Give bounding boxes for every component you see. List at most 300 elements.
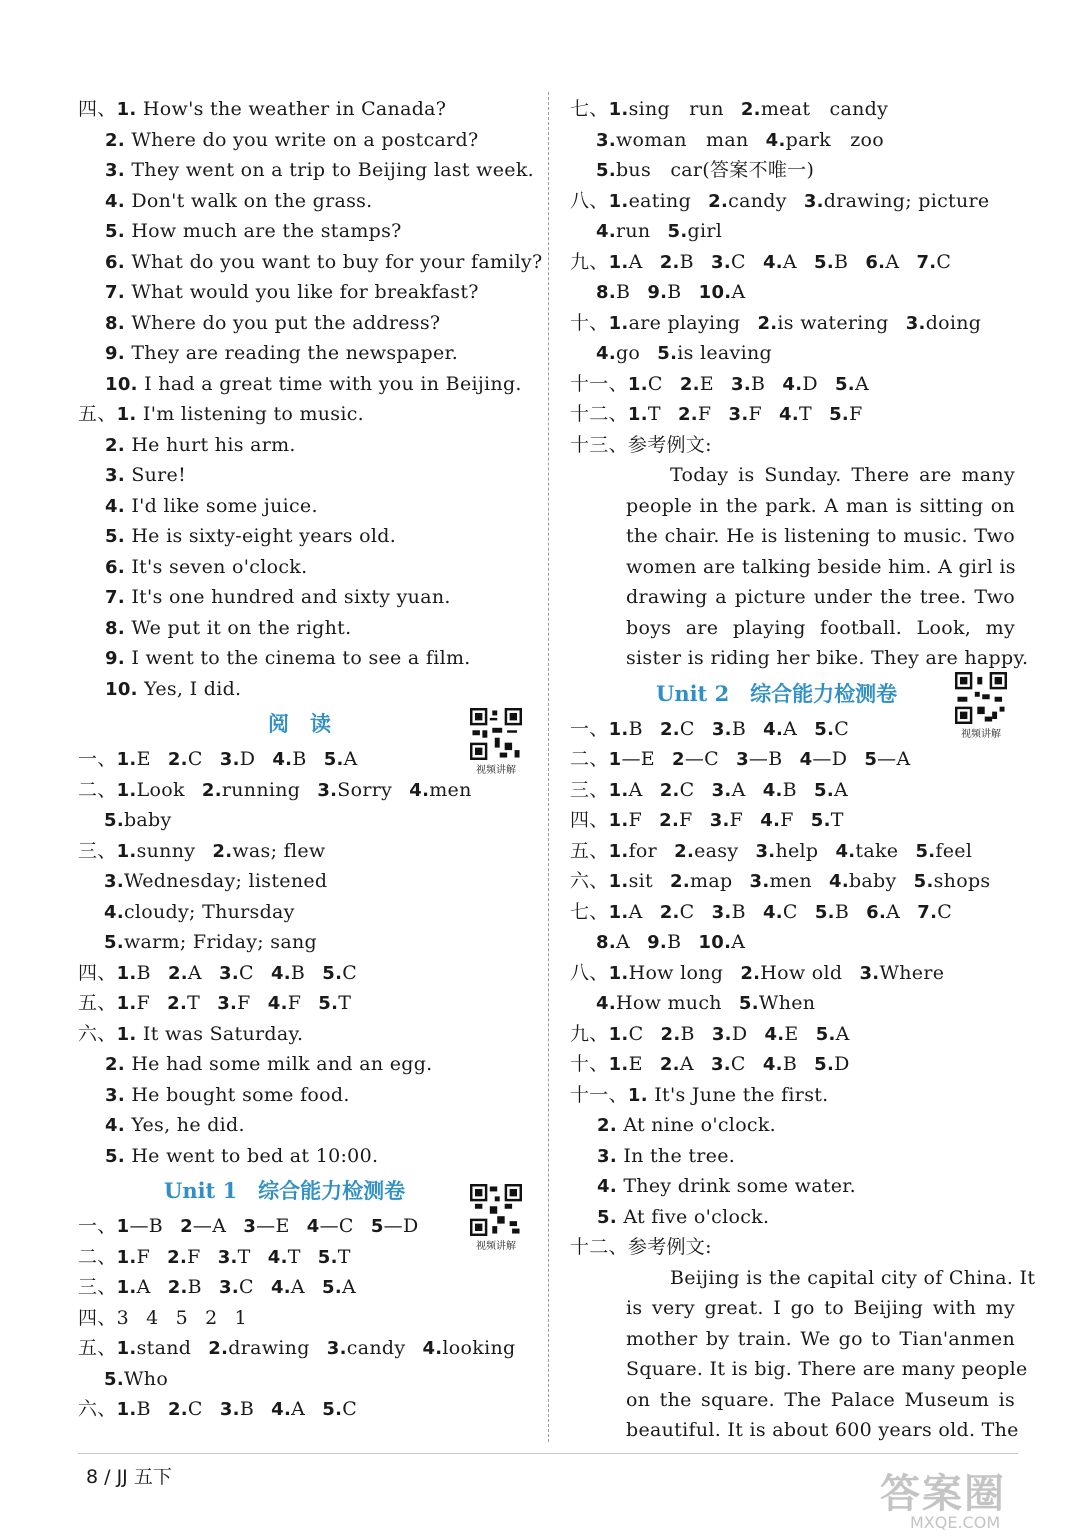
answer-item [917,901,952,923]
answer-item [865,251,899,273]
item-number: 2. [167,1277,188,1298]
answer-text: drawing [228,1337,310,1359]
item-number: 5 [370,1216,384,1237]
item-number: 3. [105,160,125,181]
item-number: 9. [647,282,668,303]
answer-text: help [775,839,819,862]
answer-item [647,281,681,303]
answer-text: F [628,809,643,831]
answer-item [816,1023,850,1045]
item-number: 4. [267,1246,288,1268]
answer-text: C [936,250,952,273]
item-number: 6. [865,251,886,273]
item-number: 4. [596,343,616,364]
answer-text: It's one hundred and sixty yuan. [131,586,451,608]
item-number: 1. [608,718,629,740]
answer-item [117,1398,151,1420]
item-number: 10. [105,678,138,700]
item-number: 4. [760,810,781,831]
answer-item [678,403,711,425]
answer-text: C [628,1022,644,1045]
item-number: 2. [105,129,125,151]
item-number: 2. [757,312,778,334]
answer-text: B [731,717,747,740]
answer-line [78,1141,538,1172]
answer-text: B [751,372,766,395]
answer-text: I had a great time with you in Beijing. [144,372,522,395]
answer-item [596,281,630,303]
answer-text: take [855,839,899,862]
item-number: 2. [167,1399,188,1420]
item-number: 3. [219,1399,240,1420]
item-number: 3. [104,871,124,892]
answer-text: I went to the cinema to see a film. [131,647,471,669]
section-marker: 七、 [570,98,609,120]
answer-row [78,805,538,836]
answer-item [609,870,653,892]
item-number: 4. [267,993,288,1014]
section-marker: 一、 [78,748,117,770]
item-number: 1. [116,993,137,1014]
section-marker: 八、 [570,189,609,212]
answer-row [78,1303,538,1334]
answer-text: He bought some food. [131,1083,350,1106]
answer-line [570,1202,1015,1233]
answer-text: A [615,931,630,953]
answer-text: is leaving [677,342,772,364]
answer-item [750,870,812,892]
answer-text: F [729,809,744,831]
answer-text: T [237,1245,251,1268]
section-marker: 四、 [570,809,609,831]
section-marker: 四、 [78,98,117,120]
answer-text: woman man [615,128,749,151]
item-number: 1. [608,779,629,801]
answer-item [763,901,798,923]
answer-item [711,251,746,273]
essay-line: sister is riding her bike. They are happy. [626,647,1029,669]
answer-text: 参考例文: [627,433,712,456]
item-number: 5. [105,526,125,547]
item-number: 5. [814,251,834,273]
answer-item [104,901,295,923]
qr-code-reading[interactable] [466,708,526,776]
answer-text: —B [129,1215,163,1237]
answer-line [78,674,538,705]
answer-row [78,836,538,867]
answer-item [763,251,797,273]
answer-item [766,129,884,151]
answer-line [78,399,538,430]
answer-row [78,1333,538,1364]
item-number: 4. [596,221,616,242]
answer-item [596,342,640,364]
answer-text: Who [123,1367,169,1390]
answer-text: A [187,961,202,984]
item-number: 2. [105,1054,125,1075]
answer-item [763,779,797,801]
section-marker: 十、 [570,1053,609,1075]
answer-text: He is sixty-eight years old. [131,525,397,547]
item-number: 10. [698,932,732,953]
section-marker: 三、 [78,839,117,862]
essay-line: beautiful. It is about 600 years old. The [626,1419,1019,1441]
item-number: 5. [596,160,616,181]
answer-item [731,373,765,395]
answer-line [570,1171,1015,1202]
answer-text: C [647,372,663,395]
answer-text: A [291,1398,306,1420]
answer-item [168,748,203,770]
answer-item [670,870,732,892]
answer-row [78,775,538,806]
answer-text: B [680,1022,695,1045]
answer-item [117,1215,163,1237]
label-line [570,1232,1015,1263]
answer-text: F [679,809,693,831]
answer-text: 1 [234,1306,247,1329]
item-number: 8. [596,932,616,953]
item-number: 1. [608,190,629,212]
item-number: 1 [608,749,622,770]
item-number: 3. [859,962,880,984]
item-number: 2. [597,1115,617,1136]
item-number: 4. [105,495,125,517]
answer-text: A [343,748,358,770]
answer-line [78,613,538,644]
answer-text: B [136,961,151,984]
answer-text: Where do you put the address? [131,311,441,334]
answer-text: Yes, he did. [131,1114,245,1136]
answer-text: B [731,900,746,923]
item-number: 3. [731,373,752,395]
section-heading: Unit 1 综合能力检测卷 [164,1178,406,1203]
answer-text: A [342,1276,357,1298]
answer-item [660,901,695,923]
answer-row [78,897,538,928]
answer-item [609,98,724,120]
item-number: 3. [317,779,338,801]
answer-row [78,958,538,989]
qr-code-icon [466,708,526,760]
item-number: 10. [105,373,138,395]
answer-item [202,779,300,801]
answer-item [674,840,738,862]
answer-row [570,125,1015,156]
answer-text: At nine o'clock. [623,1114,777,1136]
section-marker: 五、 [78,1337,117,1359]
answer-item [596,931,630,953]
answer-item [327,1337,406,1359]
answer-row [570,94,1015,125]
item-number: 4. [105,1115,125,1136]
answer-text: B [187,1276,202,1298]
item-number: 3. [711,251,731,273]
item-number: 2. [740,962,761,984]
item-number: 2. [659,251,680,273]
item-number: 4. [270,1277,291,1298]
item-number: 3. [217,993,238,1014]
answer-text: —A [192,1215,227,1237]
answer-text: A [628,250,643,273]
answer-row [78,1272,538,1303]
answer-text: —E [621,748,655,770]
answer-item [317,779,392,801]
answer-item [708,190,787,212]
item-number: 5. [105,1145,125,1167]
answer-text: C [679,900,695,923]
answer-item [628,373,663,395]
answer-text: C [187,748,203,770]
answer-text: C [679,717,695,740]
item-number: 2. [659,901,680,923]
answer-text: —D [383,1215,419,1237]
item-number: 4. [271,1399,292,1420]
item-number: 3. [596,129,616,151]
answer-text: T [187,992,201,1014]
answer-text: 5 [175,1306,188,1329]
answer-line [78,1110,538,1141]
answer-item [680,373,714,395]
essay-line: boys are playing football. Look, my [626,616,1015,639]
item-number: 1. [608,1054,629,1075]
answer-line [570,1141,1015,1172]
answer-item [661,1023,695,1045]
answer-text: It was Saturday. [142,1022,304,1045]
item-number: 4 [306,1216,320,1237]
answer-text: A [731,778,746,801]
answer-line [78,1019,538,1050]
answer-text: E [699,372,714,395]
item-number: 1. [608,810,629,831]
item-number: 4. [762,1054,783,1075]
item-number: 2. [212,840,233,862]
section-marker: 六、 [570,870,609,892]
answer-text: In the tree. [623,1144,736,1167]
answer-text: D [834,1053,850,1075]
answer-item [168,1398,203,1420]
item-number: 4 [799,749,813,770]
item-number: 3. [219,962,239,984]
answer-text: C [782,900,798,923]
answer-item [409,779,471,801]
answer-text: —E [256,1215,290,1237]
item-number: 1. [627,1084,648,1106]
answer-text: T [799,403,812,425]
answer-item [814,1053,850,1075]
qr-caption: 视频讲解 [476,1241,516,1252]
answer-item [219,1276,254,1298]
answer-row [78,927,538,958]
answer-item [180,1215,226,1237]
answer-item [272,748,306,770]
answer-item [271,1398,305,1420]
qr-code-icon [466,1184,526,1236]
answer-item [757,312,888,334]
answer-item [422,1337,515,1359]
answer-item [212,840,325,862]
section-marker: 二、 [78,778,117,801]
item-number: 5. [810,810,831,831]
answer-item [906,312,982,334]
item-number: 7. [105,587,125,608]
answer-item [104,931,317,953]
answer-text: C [239,961,254,984]
answer-text: B [136,1398,151,1420]
item-number: 2. [167,749,188,770]
item-number: 5. [322,1277,342,1298]
answer-text: It's seven o'clock. [131,555,308,578]
item-number: 4. [422,1338,443,1359]
item-number: 1. [627,373,648,395]
answer-item [712,779,746,801]
answer-text: A [628,778,643,801]
answer-item [782,373,818,395]
watermark-url: MXQE.COM [910,1513,1001,1532]
answer-item [609,190,691,212]
right-column [570,94,1036,1446]
answer-text: D [239,748,256,770]
section-marker: 十三、 [570,433,628,456]
answer-line [78,552,538,583]
answer-text: Where do you write on a postcard? [131,128,479,151]
answer-item [117,1307,129,1329]
answer-item [668,220,723,242]
answer-text: How long [628,961,724,984]
answer-text: drawing; picture [823,189,990,212]
section-marker: 十二、 [570,403,628,425]
answer-line [78,125,538,156]
answer-item [829,403,862,425]
answer-text: B [834,250,849,273]
answer-text: are playing [628,311,741,334]
answer-text: B [292,748,307,770]
answer-text: At five o'clock. [623,1205,770,1228]
item-number: 5. [829,404,850,425]
answer-row [78,1364,538,1395]
answer-item [815,901,849,923]
section-marker: 十二、 [570,1236,628,1258]
answer-text: C [834,717,850,740]
footer-rule [78,1453,1018,1454]
answer-item [104,870,327,892]
answer-text: I'm listening to music. [142,403,365,425]
answer-item [712,901,746,923]
answer-item [800,748,848,770]
label-line [570,430,1015,461]
answer-item [176,1307,188,1329]
item-number: 4. [270,962,291,984]
answer-text: easy [694,839,739,862]
answer-item [760,809,793,831]
answer-text: —A [877,748,911,770]
qr-code-icon [951,672,1011,724]
answer-text: 3 [116,1306,129,1329]
item-number: 3. [711,1023,732,1045]
answer-item [117,1246,150,1268]
answer-row [570,186,1015,217]
answer-item [609,1023,644,1045]
answer-item [271,962,305,984]
answer-text: They drink some water. [623,1175,856,1197]
item-number: 2. [670,871,691,892]
answer-item [609,312,741,334]
answer-text: How's the weather in Canada? [142,98,447,120]
item-number: 5. [105,221,125,242]
column-divider [548,92,549,1442]
qr-code-unit2[interactable] [951,672,1011,740]
answer-text: He hurt his arm. [131,433,296,456]
item-number: 1. [116,1246,137,1268]
answer-row [570,155,1015,186]
section-marker: 九、 [570,1022,609,1045]
answer-line [78,247,543,278]
answer-text: When [758,992,816,1014]
answer-item [609,251,643,273]
answer-row [570,958,1015,989]
item-number: 1. [116,840,137,862]
answer-item [814,718,849,740]
item-number: 9. [647,932,668,953]
answer-item [208,1337,309,1359]
answer-text: was; flew [232,839,326,862]
answer-text: B [782,778,797,801]
answer-item [804,190,990,212]
item-number: 2. [674,840,695,862]
section-marker: 五、 [570,839,609,862]
answer-line [78,582,538,613]
answer-text: E [628,1053,643,1075]
answer-item [307,1215,354,1237]
answer-item [864,748,910,770]
answer-text: They are reading the newspaper. [131,342,459,364]
item-number: 1. [116,962,137,984]
answer-item [596,159,814,181]
answer-item [322,1398,357,1420]
item-number: 1. [116,1338,137,1359]
answer-text: baby [848,870,897,892]
answer-item [609,901,643,923]
item-number: 1. [116,1023,137,1045]
item-number: 10. [698,282,732,303]
answer-item [814,779,848,801]
answer-text: —C [684,748,719,770]
item-number: 3. [728,404,749,425]
item-number: 1. [608,840,629,862]
answer-row [78,988,538,1019]
answer-row [570,277,1015,308]
answer-text: What do you want to buy for your family? [131,250,543,273]
answer-text: sunny [136,839,196,862]
answer-text: E [784,1022,799,1045]
section-marker: 六、 [78,1398,117,1420]
answer-item [710,809,743,831]
answer-item [609,809,642,831]
answer-item [763,718,797,740]
item-number: 5. [597,1206,617,1228]
section-marker: 三、 [78,1276,117,1298]
item-number: 5. [815,1023,836,1045]
qr-code-unit1[interactable] [466,1184,526,1252]
answer-item [741,98,888,120]
answer-row [570,714,1015,745]
answer-line [78,369,538,400]
answer-row [570,775,1015,806]
answer-text: A [834,778,849,801]
answer-text: shops [933,870,991,892]
answer-text: C [730,1053,746,1075]
item-number: 2. [660,1023,681,1045]
